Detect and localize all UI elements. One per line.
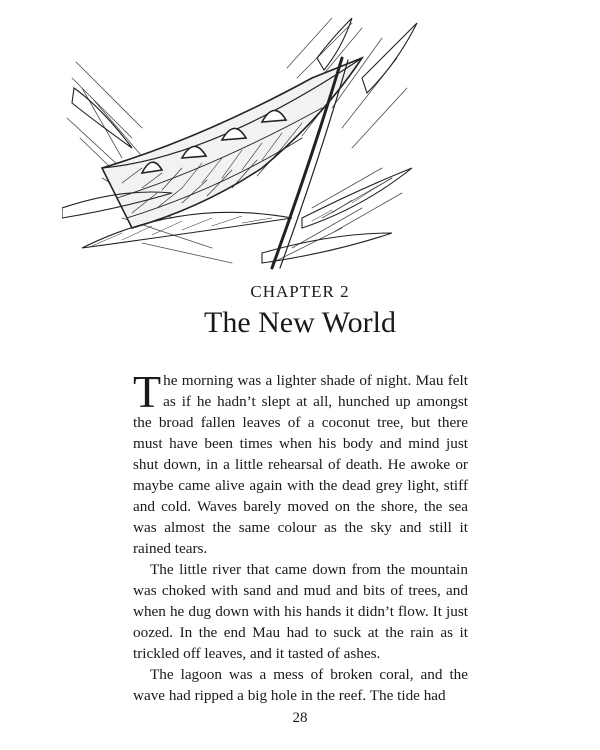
- paragraph-3: The lagoon was a mess of broken coral, and the wave had ripped a big hole in the reef. The tide had: [133, 666, 468, 704]
- page-number: 28: [292, 710, 308, 726]
- chapter-body: [133, 366, 468, 706]
- paragraph-2: The little river that came down from the mountain was choked with sand and mud and bits of trees, and when he dug down with his hands it didn’t flow. It just oozed. In the end Mau had to suck at the rain as it trickled off leaves, and it tasted of ashes.: [133, 561, 468, 662]
- chapter-title: The New World: [204, 306, 396, 339]
- drop-cap: T: [133, 366, 162, 417]
- paragraph-1: [133, 366, 468, 559]
- wrecked-canoe-illustration: [62, 18, 422, 278]
- paragraph-1-text: he morning was a lighter shade of night. Mau felt as if he hadn’t slept at all, hunched up amongst the broad fallen leaves of a coconut tree, but there must have been times when his body and mind just shut down, in a little rehearsal of death. He awoke or maybe came alive again with the dead grey light, stiff and cold. Waves barely moved on the shore, the sea was almost the same colour as the sky and still it rained tears.: [133, 372, 468, 557]
- chapter-label: CHAPTER 2: [250, 282, 350, 301]
